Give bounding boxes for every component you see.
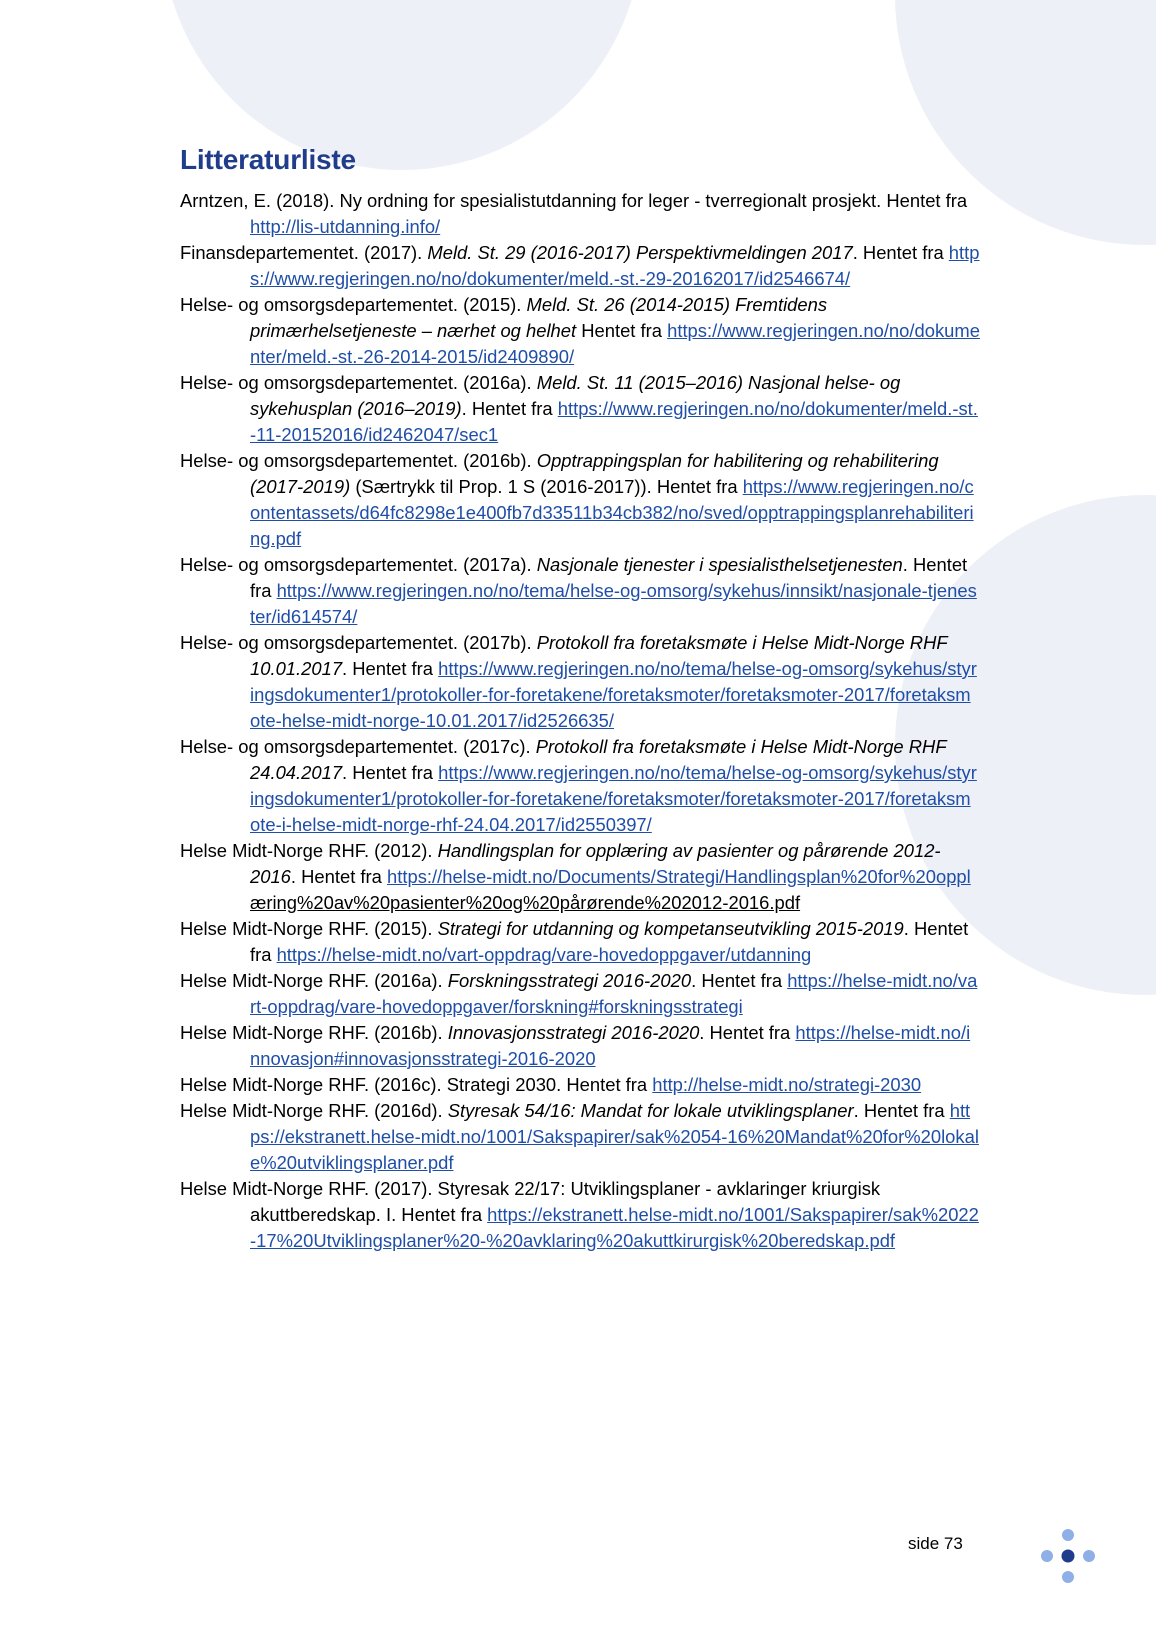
reference-author-text: Helse- og omsorgsdepartementet. (2017b). xyxy=(180,632,537,653)
reference-text: . Hentet fra xyxy=(699,1022,796,1043)
reference-author-text: Helse- og omsorgsdepartementet. (2015). xyxy=(180,294,527,315)
reference-link[interactable]: https://www.regjeringen.no/no/dokumenter/meld.-st.-26-2014-2015/id2409890/ xyxy=(250,320,980,367)
reference-entry xyxy=(180,630,980,734)
reference-entry xyxy=(180,292,980,370)
page-number: side 73 xyxy=(908,1534,963,1553)
reference-entry xyxy=(180,370,980,448)
reference-link[interactable]: http://helse-midt.no/strategi-2030 xyxy=(652,1074,922,1095)
reference-author-text: Helse Midt-Norge RHF. (2015). xyxy=(180,918,438,939)
reference-author-text: Helse- og omsorgsdepartementet. (2016b). xyxy=(180,450,537,471)
reference-link-continued[interactable]: æring%20av%20pasienter%20og%20pårørende%202012-2016.pdf xyxy=(250,892,801,913)
reference-author-text: Helse- og omsorgsdepartementet. (2017a). xyxy=(180,554,537,575)
reference-entry xyxy=(180,734,980,838)
reference-link[interactable]: https://www.regjeringen.no/no/tema/helse-og-omsorg/sykehus/styringsdokumenter1/protokoller-for-foretakene/foretaksmoter/foretaksmoter-2017/foretaksmote-helse-midt-norge-10.01.2017/id2526635/ xyxy=(250,658,977,731)
reference-entry xyxy=(180,1176,980,1254)
reference-author-text: Finansdepartementet. (2017). xyxy=(180,242,428,263)
reference-entry xyxy=(180,448,980,552)
reference-entry xyxy=(180,188,980,240)
reference-author-text: Helse Midt-Norge RHF. (2016b). xyxy=(180,1022,448,1043)
reference-author-text: Helse Midt-Norge RHF. (2017). Styresak 22/17: Utviklingsplaner - avklaringer kriurgisk akuttberedskap. I. Hentet fra xyxy=(180,1178,881,1225)
reference-text: . Hentet fra xyxy=(852,242,949,263)
reference-text: . Hentet fra xyxy=(691,970,788,991)
reference-entry xyxy=(180,968,980,1020)
reference-entry xyxy=(180,838,980,916)
reference-text: . Hentet fra xyxy=(250,554,968,601)
reference-link[interactable]: https://www.regjeringen.no/no/tema/helse-og-omsorg/sykehus/styringsdokumenter1/protokoller-for-foretakene/foretaksmoter/foretaksmoter-2017/foretaksmote-i-helse-midt-norge-rhf-24.04.2017/id2550397/ xyxy=(250,762,977,835)
reference-link[interactable]: https://ekstranett.helse-midt.no/1001/Sakspapirer/sak%2054-16%20Mandat%20for%20lokale%20utviklingsplaner.pdf xyxy=(250,1100,979,1173)
reference-title: Protokoll fra foretaksmøte i Helse Midt-Norge RHF 10.01.2017 xyxy=(250,632,948,679)
reference-title: Forskningsstrategi 2016-2020 xyxy=(447,970,692,991)
reference-link[interactable]: https://helse-midt.no/vart-oppdrag/vare-hovedoppgaver/utdanning xyxy=(276,944,812,965)
reference-link[interactable]: https://helse-midt.no/Documents/Strategi/Handlingsplan%20for%20oppl xyxy=(387,866,971,887)
reference-text: . Hentet fra xyxy=(853,1100,950,1121)
reference-entry xyxy=(180,916,980,968)
reference-entry xyxy=(180,1098,980,1176)
reference-entry xyxy=(180,1072,980,1098)
reference-author-text: Arntzen, E. (2018). Ny ordning for spesialistutdanning for leger - tverregionalt prosjekt. Hentet fra xyxy=(180,190,968,211)
reference-text: . Hentet fra xyxy=(342,762,439,783)
reference-author-text: Helse Midt-Norge RHF. (2012). xyxy=(180,840,438,861)
reference-text: . Hentet fra xyxy=(290,866,388,887)
reference-text: . Hentet fra xyxy=(250,918,969,965)
reference-list xyxy=(180,188,980,1254)
reference-title: Innovasjonsstrategi 2016-2020 xyxy=(447,1022,700,1043)
reference-author-text: Helse Midt-Norge RHF. (2016c). Strategi 2030. Hentet fra xyxy=(180,1074,653,1095)
reference-entry xyxy=(180,552,980,630)
reference-title: Strategi for utdanning og kompetanseutvikling 2015-2019 xyxy=(437,918,904,939)
logo-dots-icon xyxy=(1038,1527,1098,1587)
reference-text: (Særtrykk til Prop. 1 S (2016-2017)). Hentet fra xyxy=(350,476,743,497)
reference-author-text: Helse- og omsorgsdepartementet. (2017c). xyxy=(180,736,536,757)
reference-author-text: Helse- og omsorgsdepartementet. (2016a). xyxy=(180,372,537,393)
reference-entry xyxy=(180,1020,980,1072)
reference-text: . Hentet fra xyxy=(461,398,558,419)
reference-title: Protokoll fra foretaksmøte i Helse Midt-Norge RHF 24.04.2017 xyxy=(250,736,947,783)
page-content xyxy=(180,138,980,1254)
reference-title: Meld. St. 29 (2016-2017) Perspektivmeldingen 2017 xyxy=(427,242,853,263)
reference-title: Handlingsplan for opplæring av pasienter og pårørende 2012-2016 xyxy=(250,840,941,887)
reference-author-text: Helse Midt-Norge RHF. (2016a). xyxy=(180,970,448,991)
reference-link[interactable]: https://www.regjeringen.no/no/dokumenter/meld.-st.-29-20162017/id2546674/ xyxy=(250,242,980,289)
reference-author-text: Helse Midt-Norge RHF. (2016d). xyxy=(180,1100,448,1121)
reference-title: Meld. St. 11 (2015–2016) Nasjonal helse- og sykehusplan (2016–2019) xyxy=(250,372,901,419)
reference-link[interactable]: https://helse-midt.no/innovasjon#innovasjonsstrategi-2016-2020 xyxy=(250,1022,971,1069)
reference-title: Meld. St. 26 (2014-2015) Fremtidens primærhelsetjeneste – nærhet og helhet xyxy=(250,294,828,341)
page-title: Litteraturliste xyxy=(180,144,356,175)
reference-link[interactable]: https://ekstranett.helse-midt.no/1001/Sakspapirer/sak%2022-17%20Utviklingsplaner%20-%20avklaring%20akuttkirurgisk%20beredskap.pdf xyxy=(250,1204,979,1251)
reference-link[interactable]: http://lis-utdanning.info/ xyxy=(250,216,441,237)
reference-link[interactable]: https://www.regjeringen.no/contentassets/d64fc8298e1e400fb7d33511b34cb382/no/sved/opptrappingsplanrehabilitering.pdf xyxy=(250,476,974,549)
reference-title: Opptrappingsplan for habilitering og rehabilitering (2017-2019) xyxy=(250,450,939,497)
reference-title: Nasjonale tjenester i spesialisthelsetjenesten xyxy=(536,554,903,575)
reference-link[interactable]: https://www.regjeringen.no/no/dokumenter/meld.-st.-11-20152016/id2462047/sec1 xyxy=(250,398,978,445)
reference-text: . Hentet fra xyxy=(342,658,439,679)
reference-link[interactable]: https://www.regjeringen.no/no/tema/helse-og-omsorg/sykehus/innsikt/nasjonale-tjenester/id614574/ xyxy=(250,580,977,627)
reference-link[interactable]: https://helse-midt.no/vart-oppdrag/vare-hovedoppgaver/forskning#forskningsstrategi xyxy=(250,970,978,1017)
reference-text: Hentet fra xyxy=(576,320,668,341)
reference-title: Styresak 54/16: Mandat for lokale utviklingsplaner xyxy=(447,1100,854,1121)
reference-entry xyxy=(180,240,980,292)
